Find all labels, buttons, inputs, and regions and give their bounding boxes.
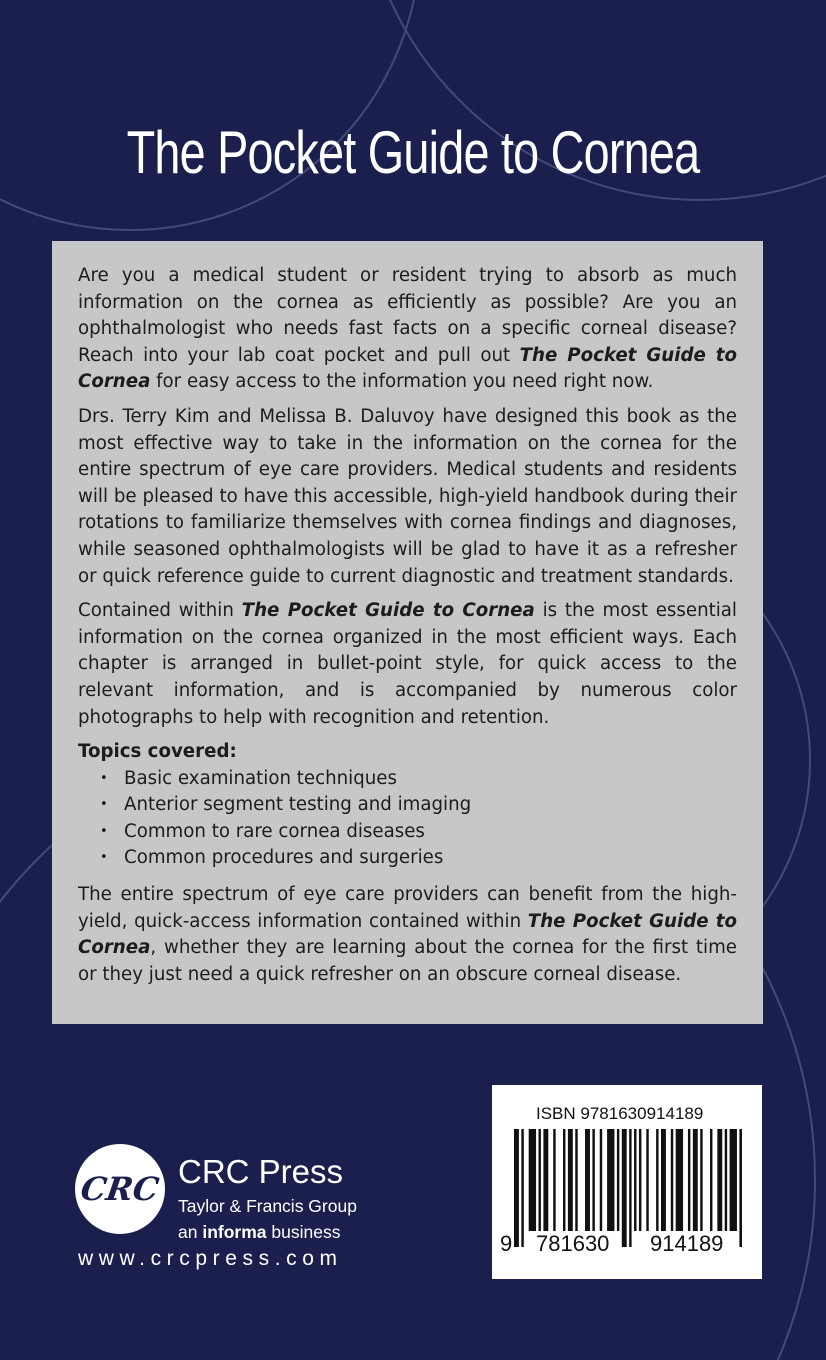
barcode-digits-right: 914189 [650,1231,724,1256]
barcode-bar [563,1129,565,1231]
description-paragraph-4: The entire spectrum of eye care providers can benefit from the high-yield, quick-access information contained within The Pocket Guide to Cornea, whether they are learning about the cornea for the first time or they just need a quick refresher on an obscure corneal disease. [78,884,737,985]
barcode-bar [634,1129,636,1231]
barcode-bar [725,1129,727,1231]
barcode-bar [622,1129,627,1247]
publisher-url[interactable]: www.crcpress.com [78,1247,343,1270]
crc-logo [75,1144,165,1234]
description-paragraph-2: Drs. Terry Kim and Melissa B. Daluvoy have designed this book as the most effective way to take in the information on the cornea for the entire spectrum of eye care providers. Medical students and residents will be pleased to have this accessible, high-yield handbook during their rotations to familiarize themselves with cornea findings and diagnoses, while seasoned ophthalmologists will be glad to have it as a refresher or quick reference guide to current diagnostic and treatment standards. [78,405,737,587]
barcode-bar [717,1129,722,1231]
barcode-bar [629,1129,631,1247]
topics-list [78,766,737,872]
barcode-digits-left: 781630 [536,1231,610,1256]
topic-item: • Anterior segment testing and imaging [100,792,737,819]
barcode-bar [529,1129,536,1231]
barcode-bar [575,1129,577,1231]
barcode-bar [514,1129,519,1247]
barcode-bar [661,1129,666,1231]
description-paragraph-3: Contained within The Pocket Guide to Cornea is the most essential information on the cornea organized in the most efficient ways. Each chapter is arranged in bullet-point style, for quick access to the relevant information, and is accompanied by numerous color photographs to help with recognition and retention. [78,600,737,728]
barcode-bar [730,1129,737,1231]
description-panel [52,241,763,1024]
barcode-bar [656,1129,658,1231]
description-paragraph-1: Are you a medical student or resident trying to absorb as much information on the cornea as efficiently as possible? Are you an ophthalmologist who needs fast facts on a specific corneal disease? Reach into your lab coat pocket and pull out The Pocket Guide to Cornea for easy access to the information you need right now. [78,265,737,393]
barcode-bar [617,1129,619,1231]
barcode-bar [739,1129,742,1247]
topic-item: • Common procedures and surgeries [100,845,737,872]
isbn-label: ISBN 9781630914189 [536,1104,704,1123]
barcode-bar [700,1129,702,1231]
topic-item: • Common to rare cornea diseases [100,819,737,846]
barcode-bar [693,1129,698,1231]
barcode-bar [671,1129,673,1231]
barcode-bar [600,1129,602,1231]
barcode-bar [568,1129,573,1231]
publisher-name: CRC Press [178,1153,344,1190]
barcode-bar [539,1129,541,1231]
barcode-bar [676,1129,683,1231]
barcode-bar [639,1129,641,1231]
book-title: The Pocket Guide to Cornea [126,119,700,186]
barcode-bar [553,1129,555,1231]
barcode-bar [521,1129,523,1247]
barcode-bar [585,1129,590,1231]
barcode-bar [592,1129,594,1231]
topic-item: • Basic examination techniques [100,766,737,793]
topics-heading: Topics covered: [78,741,237,763]
isbn-barcode [492,1085,762,1279]
barcode-bar [710,1129,712,1231]
crc-logo-text: CRC [78,1170,162,1208]
publisher-informa: an informa business [178,1222,341,1242]
barcode-digit-first: 9 [500,1231,513,1256]
barcode-bar [646,1129,648,1231]
barcode-bar [688,1129,690,1231]
publisher-group: Taylor & Francis Group [178,1196,357,1216]
barcode-bar [607,1129,614,1231]
barcode-bar [543,1129,548,1231]
